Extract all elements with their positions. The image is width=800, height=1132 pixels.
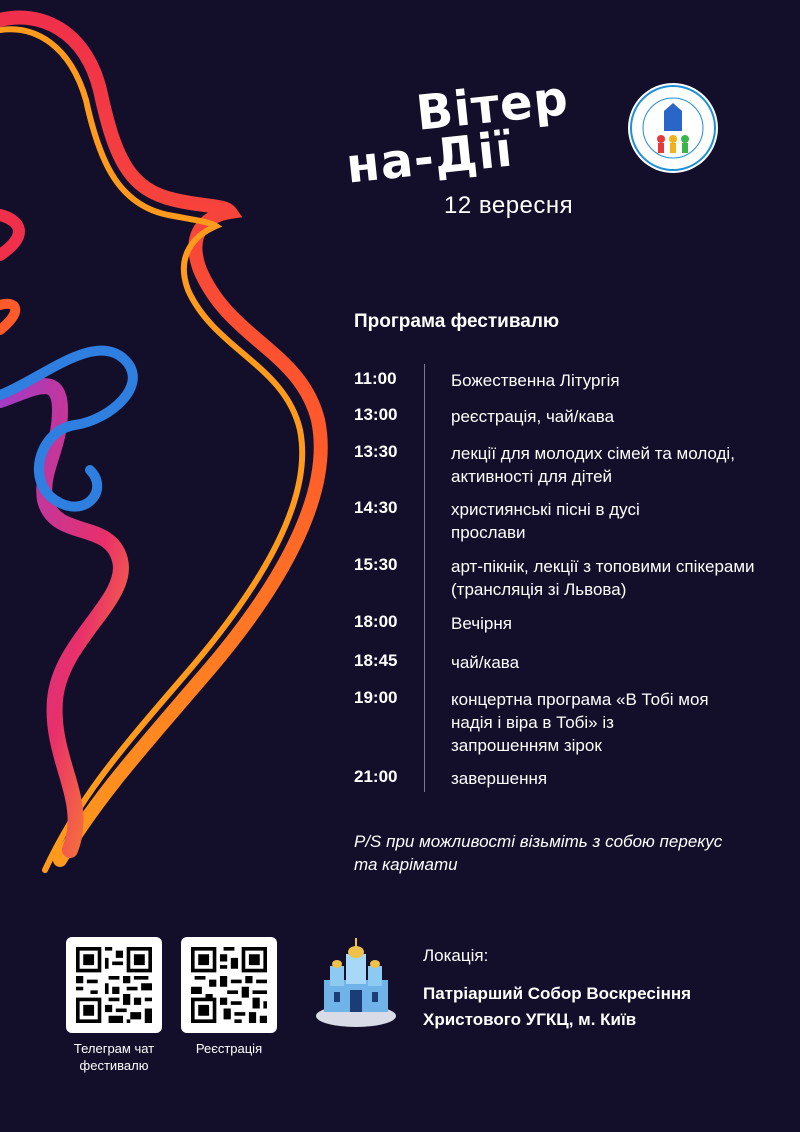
schedule-time: 14:30 <box>354 498 398 517</box>
schedule-event: християнські пісні в дусі прослави <box>451 500 640 542</box>
schedule-time: 13:30 <box>354 442 398 461</box>
qr-label-registration: Реєстрація <box>195 1041 263 1056</box>
festival-date: 12 вересня <box>444 192 574 219</box>
location-name: Патріарший Собор Воскресіння Христового УГКЦ, м. Київ <box>423 984 692 1029</box>
ps-note: P/S при можливості візьміть з собою перекус та карімати <box>354 832 723 874</box>
logo-icon <box>628 83 718 173</box>
schedule-divider <box>424 364 425 792</box>
youth-commission-logo <box>628 83 718 173</box>
schedule-event: концертна програма «В Тобі моя надія і віра в Тобі» із запрошенням зірок <box>451 690 709 755</box>
schedule-time: 13:00 <box>354 405 398 424</box>
schedule-time: 21:00 <box>354 767 398 786</box>
schedule-time: 18:00 <box>354 612 398 631</box>
qr-label-telegram: Телеграм чат фестивалю <box>73 1041 155 1073</box>
qr-icon <box>191 947 267 1023</box>
festival-title <box>343 70 616 195</box>
schedule-event: реєстрація, чай/кава <box>451 407 615 426</box>
schedule-time: 19:00 <box>354 688 398 707</box>
cathedral-icon <box>314 936 398 1030</box>
schedule-time: 15:30 <box>354 555 398 574</box>
qr-icon <box>76 947 152 1023</box>
schedule-event: лекції для молодих сімей та молоді, активності для дітей <box>451 444 735 486</box>
schedule-time: 18:45 <box>354 651 398 670</box>
schedule-event: арт-пікнік, лекції з топовими спікерами (трансляція зі Львова) <box>451 557 755 599</box>
schedule-event: Божественна Літургія <box>451 371 620 390</box>
location-label: Локація: <box>423 946 489 965</box>
schedule-event: чай/кава <box>451 653 520 672</box>
schedule-event: завершення <box>451 769 548 788</box>
qr-code-telegram[interactable] <box>66 937 162 1033</box>
ribbon-decoration <box>0 0 340 900</box>
schedule-time: 11:00 <box>354 369 397 388</box>
program-heading: Програма фестивалю <box>354 311 560 332</box>
festival-title-line2: на-Дії <box>343 121 516 195</box>
festival-title-line1: Вітер <box>413 70 572 142</box>
qr-code-registration[interactable] <box>181 937 277 1033</box>
schedule-event: Вечірня <box>451 614 512 633</box>
